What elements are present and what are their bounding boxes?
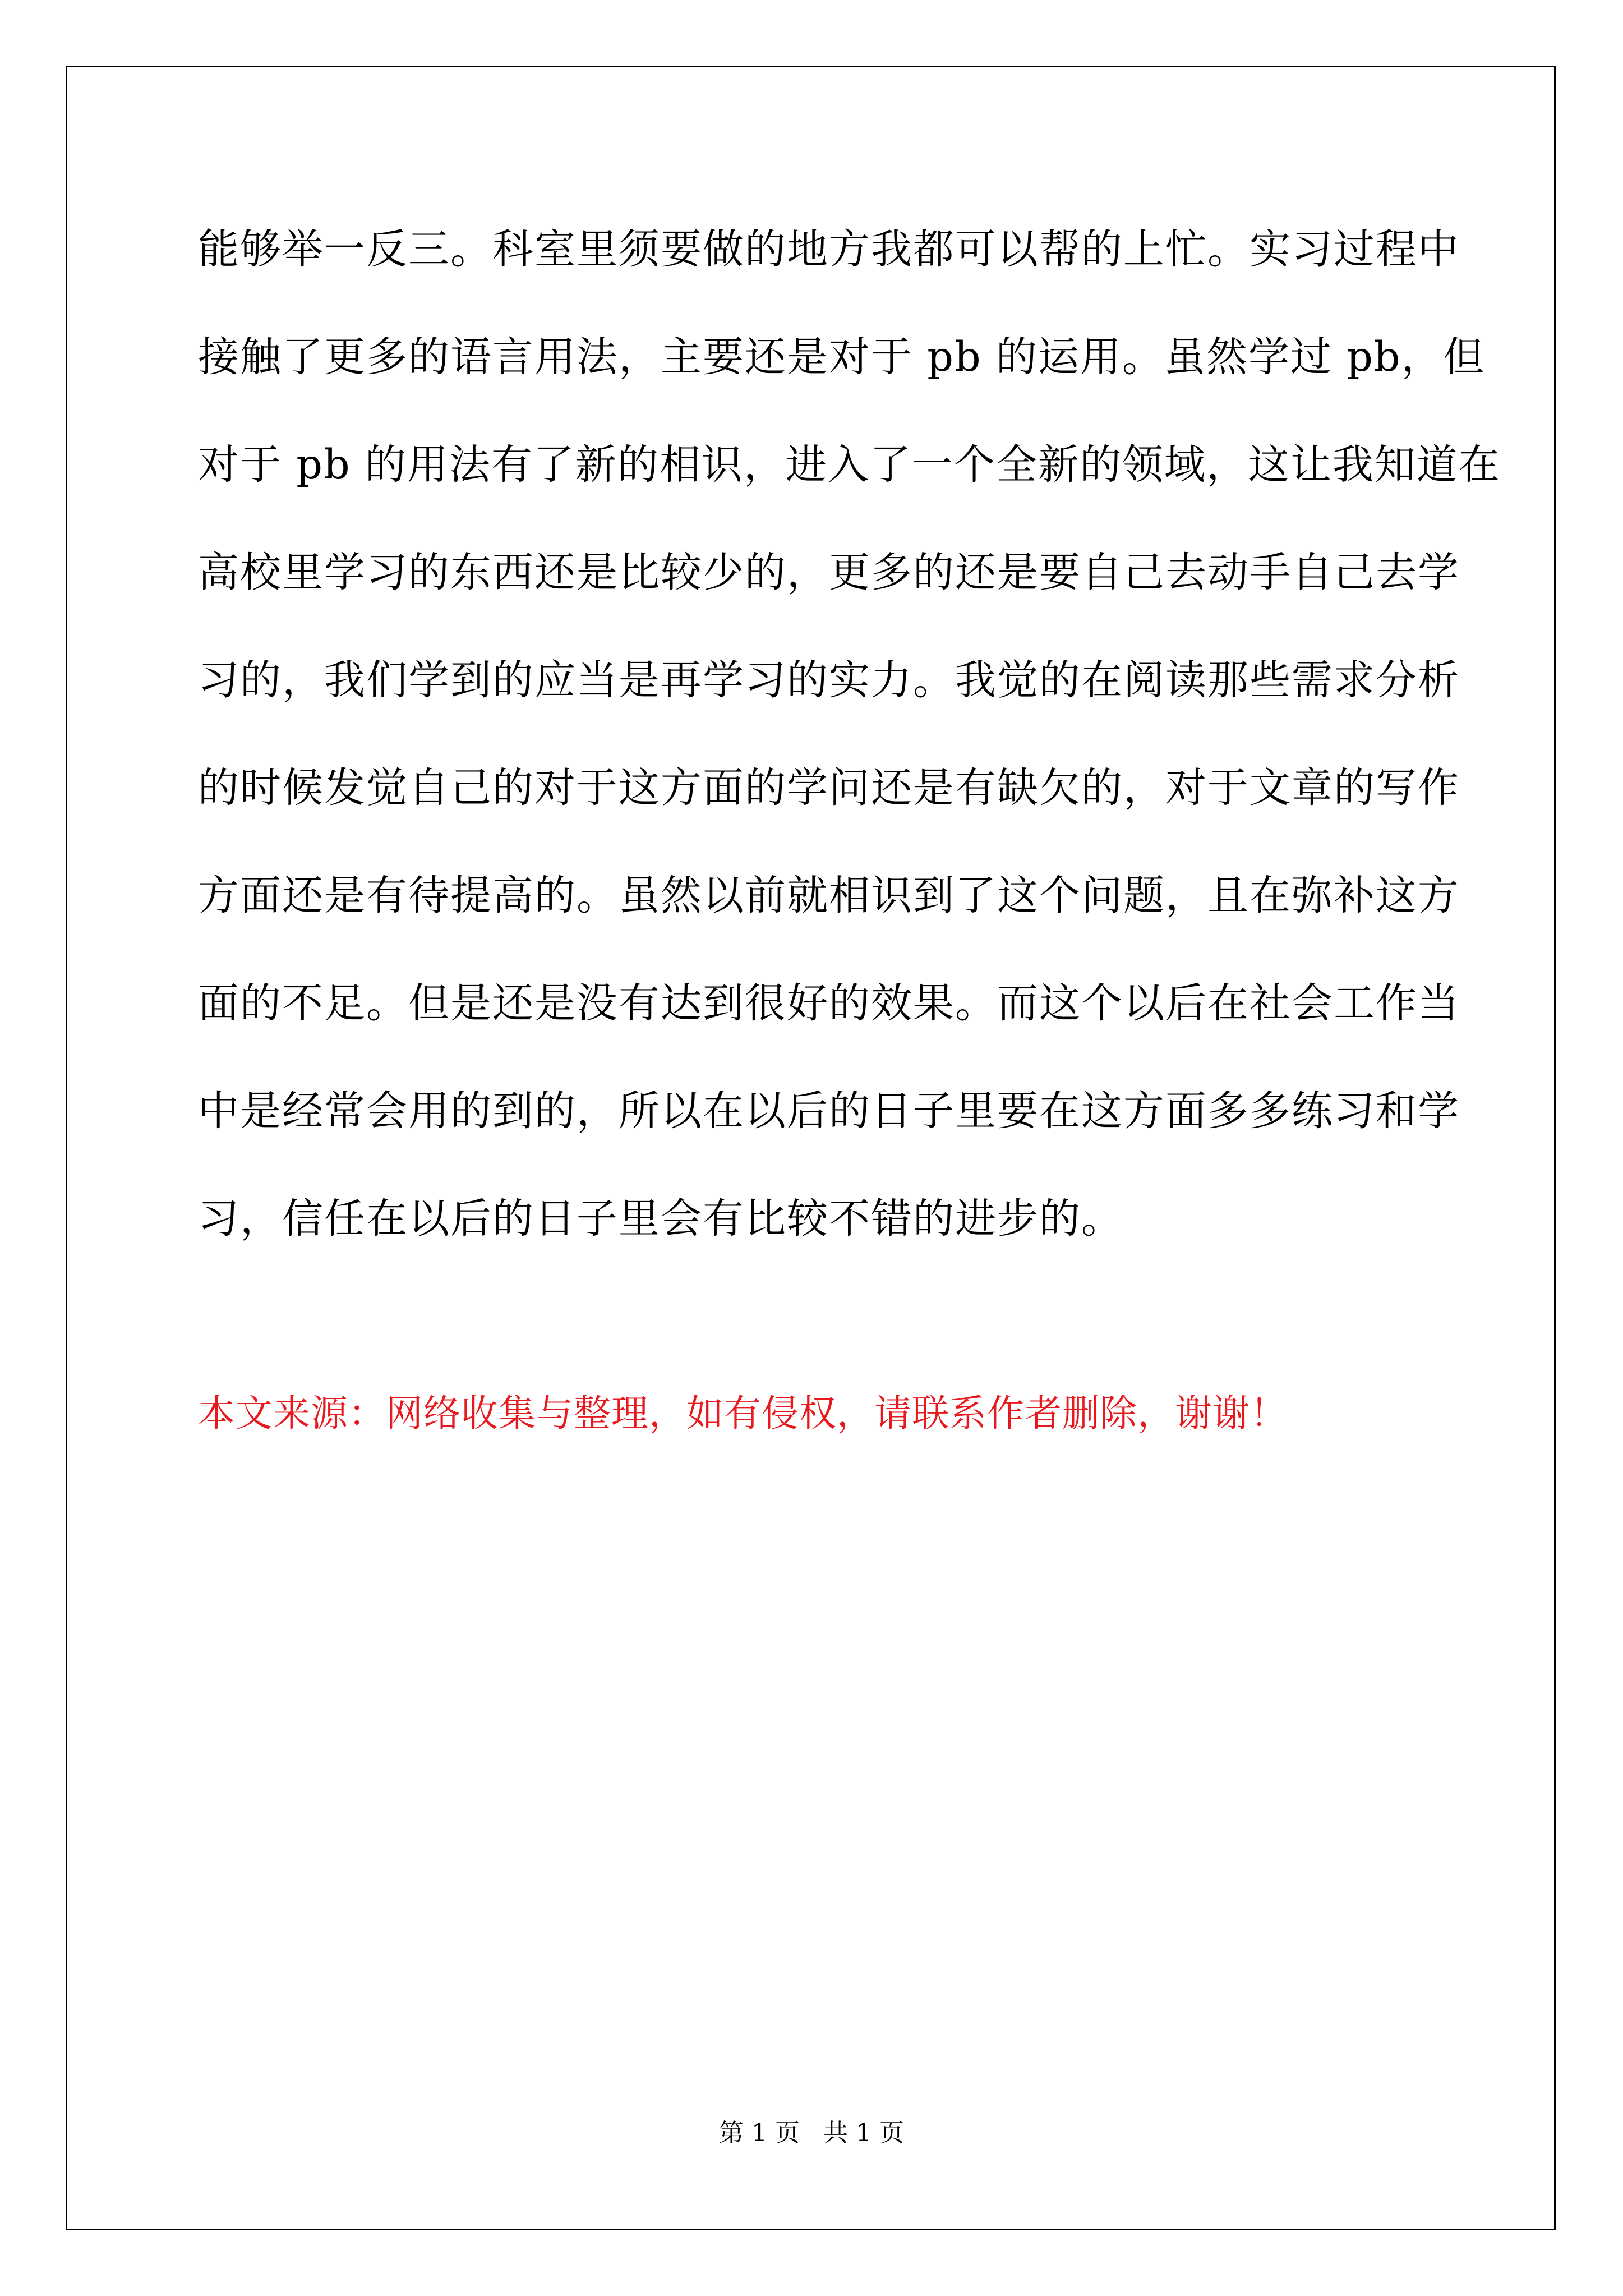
body-line: 对于 pb 的用法有了新的相识，进入了一个全新的领域，这让我知道在: [198, 441, 1501, 489]
body-line: 方面还是有待提高的。虽然以前就相识到了这个问题，且在弥补这方: [198, 872, 1460, 919]
body-line: 的时候发觉自己的对于这方面的学问还是有缺欠的，对于文章的写作: [198, 764, 1460, 812]
source-note: 本文来源：网络收集与整理，如有侵权，请联系作者删除，谢谢！: [198, 1392, 1288, 1435]
body-text: [198, 222, 1501, 1299]
page-number-footer: 第 1 页 共 1 页: [719, 2119, 904, 2147]
body-line: 接触了更多的语言用法，主要还是对于 pb 的运用。虽然学过 pb，但: [198, 333, 1486, 381]
body-line: 中是经常会用的到的，所以在以后的日子里要在这方面多多练习和学: [198, 1087, 1460, 1135]
body-line: 能够举一反三。科室里须要做的地方我都可以帮的上忙。实习过程中: [198, 226, 1460, 273]
body-line: 高校里学习的东西还是比较少的，更多的还是要自己去动手自己去学: [198, 549, 1460, 596]
body-line: 习，信任在以后的日子里会有比较不错的进步的。: [198, 1195, 1123, 1243]
body-line: 习的，我们学到的应当是再学习的实力。我觉的在阅读那些需求分析: [198, 656, 1460, 704]
body-line: 面的不足。但是还是没有达到很好的效果。而这个以后在社会工作当: [198, 979, 1460, 1027]
